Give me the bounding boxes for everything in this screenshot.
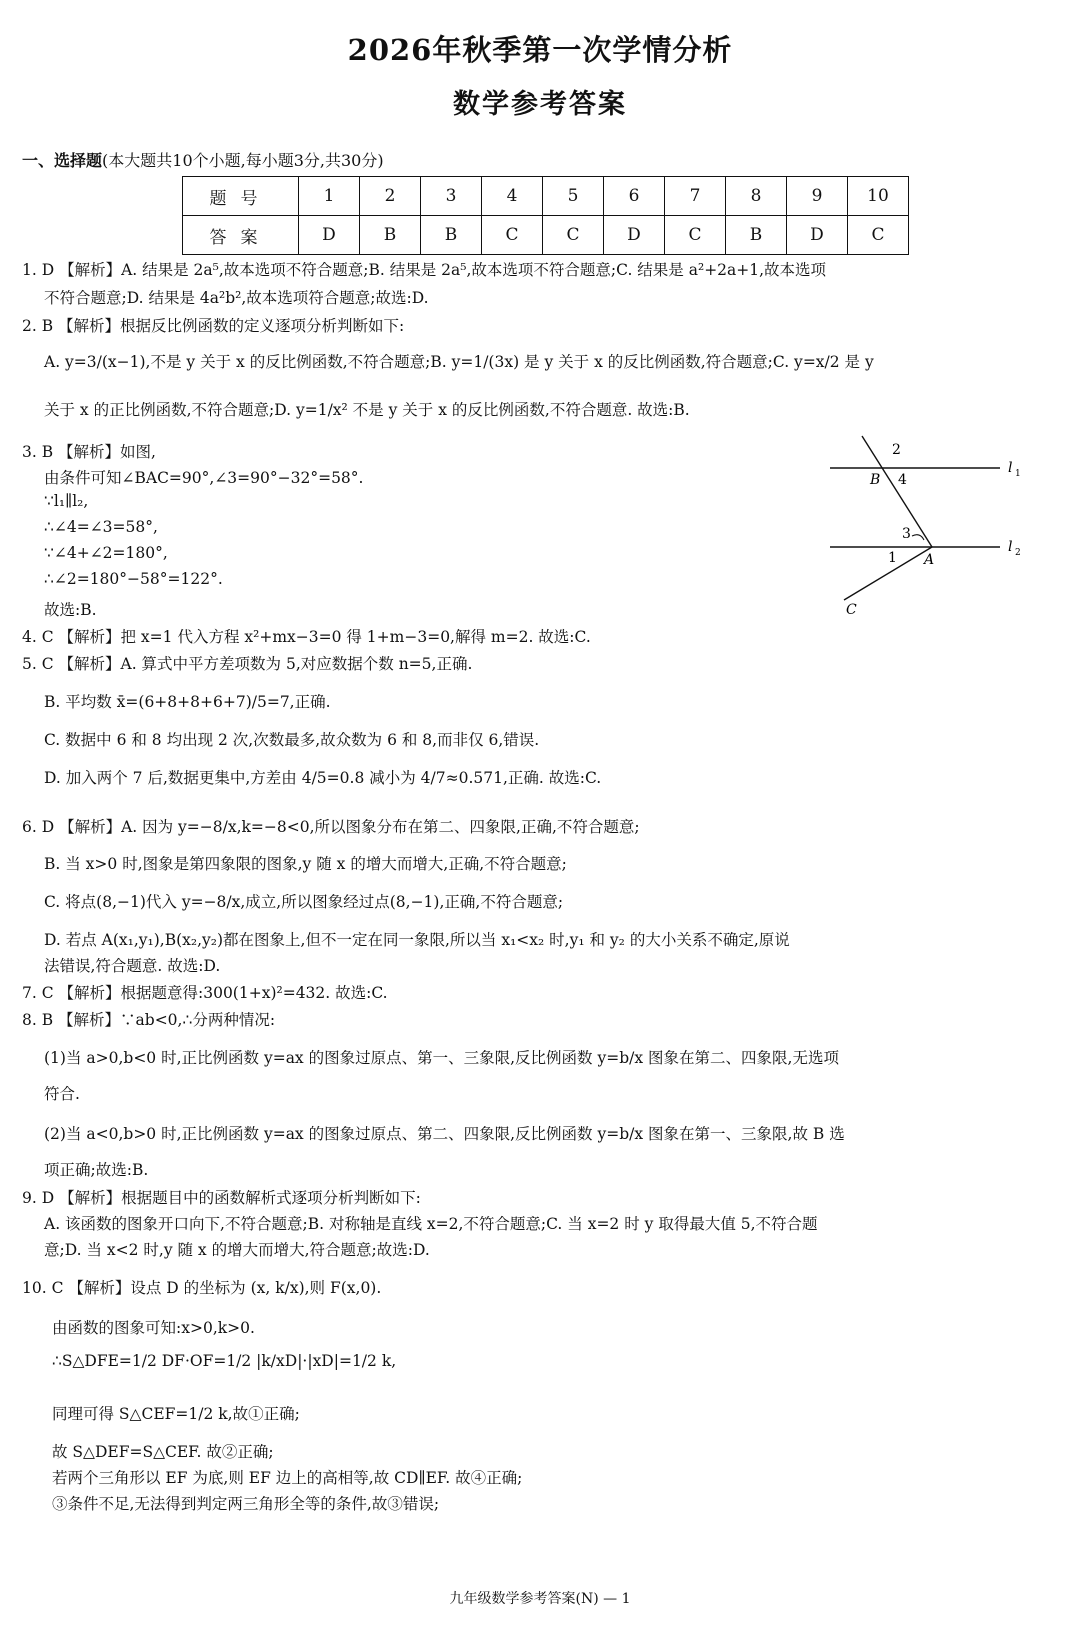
table-cell: 9 xyxy=(787,177,848,216)
table-cell: 2 xyxy=(360,177,421,216)
answer-line: A. 该函数的图象开口向下,不符合题意;B. 对称轴是直线 x=2,不符合题意;C. 当 x=2 时 y 取得最大值 5,不符合题 xyxy=(44,1215,818,1233)
document-title: 2026年秋季第一次学情分析 xyxy=(347,33,733,67)
figure-label: C xyxy=(846,602,857,618)
table-cell: 1 xyxy=(299,177,360,216)
answer-line: 不符合题意;D. 结果是 4a²b²,故本选项符合题意;故选:D. xyxy=(44,289,429,307)
table-cell: B xyxy=(360,216,421,255)
answer-line: ∵l₁∥l₂, xyxy=(44,492,89,510)
figure-label: 2 xyxy=(892,442,901,458)
table-cell: D xyxy=(299,216,360,255)
table-header: 答案 xyxy=(183,216,299,255)
table-cell: 8 xyxy=(726,177,787,216)
table-cell: 4 xyxy=(482,177,543,216)
answer-line-q9: 9. D 【解析】根据题目中的函数解析式逐项分析判断如下: xyxy=(22,1189,421,1207)
answer-line: 关于 x 的正比例函数,不符合题意;D. y=1/x² 不是 y 关于 x 的反比例函数,不符合题意. 故选:B. xyxy=(44,401,690,419)
table-cell: 6 xyxy=(604,177,665,216)
table-header: 题号 xyxy=(183,177,299,216)
answer-line-q1: 1. D 【解析】A. 结果是 2a⁵,故本选项不符合题意;B. 结果是 2a⁵,故本选项不符合题意;C. 结果是 a²+2a+1,故本选项 xyxy=(22,261,827,279)
figure-label: 1 xyxy=(888,550,897,566)
table-cell: 7 xyxy=(665,177,726,216)
answer-line: D. 若点 A(x₁,y₁),B(x₂,y₂)都在图象上,但不一定在同一象限,所以当 x₁<x₂ 时,y₁ 和 y₂ 的大小关系不确定,原说 xyxy=(44,931,790,949)
answer-line: (1)当 a>0,b<0 时,正比例函数 y=ax 的图象过原点、第一、三象限,反比例函数 y=b/x 图象在第二、四象限,无选项 xyxy=(44,1049,839,1067)
figure-label: B xyxy=(870,472,881,488)
table-cell: C xyxy=(848,216,909,255)
answer-line: B. 平均数 x̄=(6+8+8+6+7)/5=7,正确. xyxy=(44,693,331,711)
answer-line: ∴∠4=∠3=58°, xyxy=(44,518,158,536)
answer-line: 项正确;故选:B. xyxy=(44,1161,149,1179)
answer-line-q7: 7. C 【解析】根据题意得:300(1+x)²=432. 故选:C. xyxy=(22,984,388,1002)
section-title: 一、选择题 xyxy=(22,151,103,170)
answer-line-q2: 2. B 【解析】根据反比例函数的定义逐项分析判断如下: xyxy=(22,317,405,335)
answer-line-q3: 3. B 【解析】如图, xyxy=(22,443,156,461)
answer-line-q8: 8. B 【解析】∵ab<0,∴分两种情况: xyxy=(22,1011,276,1029)
answer-line: 由条件可知∠BAC=90°,∠3=90°−32°=58°. xyxy=(44,469,364,487)
answer-line: C. 数据中 6 和 8 均出现 2 次,次数最多,故众数为 6 和 8,而非仅 6,错误. xyxy=(44,731,540,749)
answer-line: 同理可得 S△CEF=1/2 k,故①正确; xyxy=(52,1405,300,1423)
parallel-lines-figure xyxy=(820,432,1030,622)
answer-line-q10: 10. C 【解析】设点 D 的坐标为 (x, k/x),则 F(x,0). xyxy=(22,1279,382,1297)
answer-line: 故 S△DEF=S△CEF. 故②正确; xyxy=(52,1443,274,1461)
answer-line: B. 当 x>0 时,图象是第四象限的图象,y 随 x 的增大而增大,正确,不符合题意; xyxy=(44,855,567,873)
answer-line-q4: 4. C 【解析】把 x=1 代入方程 x²+mx−3=0 得 1+m−3=0,解得 m=2. 故选:C. xyxy=(22,628,591,646)
answer-line: (2)当 a<0,b>0 时,正比例函数 y=ax 的图象过原点、第二、四象限,反比例函数 y=b/x 图象在第一、三象限,故 B 选 xyxy=(44,1125,845,1143)
table-row xyxy=(183,177,909,216)
section-note: (本大题共10个小题,每小题3分,共30分) xyxy=(102,151,384,170)
answer-line: 故选:B. xyxy=(44,601,97,619)
answer-line: ∵∠4+∠2=180°, xyxy=(44,544,168,562)
table-cell: B xyxy=(726,216,787,255)
page-footer: 九年级数学参考答案(N) — 1 xyxy=(449,1591,631,1607)
table-cell: C xyxy=(482,216,543,255)
answer-line: 意;D. 当 x<2 时,y 随 x 的增大而增大,符合题意;故选:D. xyxy=(44,1241,430,1259)
answer-line: A. y=3/(x−1),不是 y 关于 x 的反比例函数,不符合题意;B. y=1/(3x) 是 y 关于 x 的反比例函数,符合题意;C. y=x/2 是 y xyxy=(44,353,874,371)
answer-line-q5: 5. C 【解析】A. 算式中平方差项数为 5,对应数据个数 n=5,正确. xyxy=(22,655,473,673)
answer-line: D. 加入两个 7 后,数据更集中,方差由 4/5=0.8 减小为 4/7≈0.571,正确. 故选:C. xyxy=(44,769,602,787)
figure-label: 3 xyxy=(902,526,911,542)
figure-label: A xyxy=(924,552,935,568)
answer-line: 法错误,符合题意. 故选:D. xyxy=(44,957,221,975)
figure-label: 1 xyxy=(1015,469,1021,479)
answer-table xyxy=(182,176,909,255)
table-cell: 5 xyxy=(543,177,604,216)
table-cell: C xyxy=(543,216,604,255)
answer-line-q6: 6. D 【解析】A. 因为 y=−8/x,k=−8<0,所以图象分布在第二、四象限,正确,不符合题意; xyxy=(22,818,640,836)
document-subtitle: 数学参考答案 xyxy=(453,89,627,120)
table-cell: D xyxy=(787,216,848,255)
answer-line: ∴∠2=180°−58°=122°. xyxy=(44,570,223,588)
table-cell: 3 xyxy=(421,177,482,216)
table-cell: D xyxy=(604,216,665,255)
figure-label: l xyxy=(1008,539,1013,555)
table-cell: C xyxy=(665,216,726,255)
table-row xyxy=(183,216,909,255)
answer-line: ∴S△DFE=1/2 DF·OF=1/2 |k/xD|·|xD|=1/2 k, xyxy=(52,1352,397,1370)
answer-line: 符合. xyxy=(44,1085,80,1103)
figure-label: 2 xyxy=(1015,548,1021,558)
section-heading xyxy=(22,148,384,171)
answer-line: C. 将点(8,−1)代入 y=−8/x,成立,所以图象经过点(8,−1),正确,不符合题意; xyxy=(44,893,564,911)
table-cell: B xyxy=(421,216,482,255)
answer-line: ③条件不足,无法得到判定两三角形全等的条件,故③错误; xyxy=(52,1495,440,1513)
answer-line: 若两个三角形以 EF 为底,则 EF 边上的高相等,故 CD∥EF. 故④正确; xyxy=(52,1469,523,1487)
table-cell: 10 xyxy=(848,177,909,216)
figure-label: l xyxy=(1008,460,1013,476)
answer-line: 由函数的图象可知:x>0,k>0. xyxy=(52,1319,255,1337)
figure-label: 4 xyxy=(898,472,907,488)
